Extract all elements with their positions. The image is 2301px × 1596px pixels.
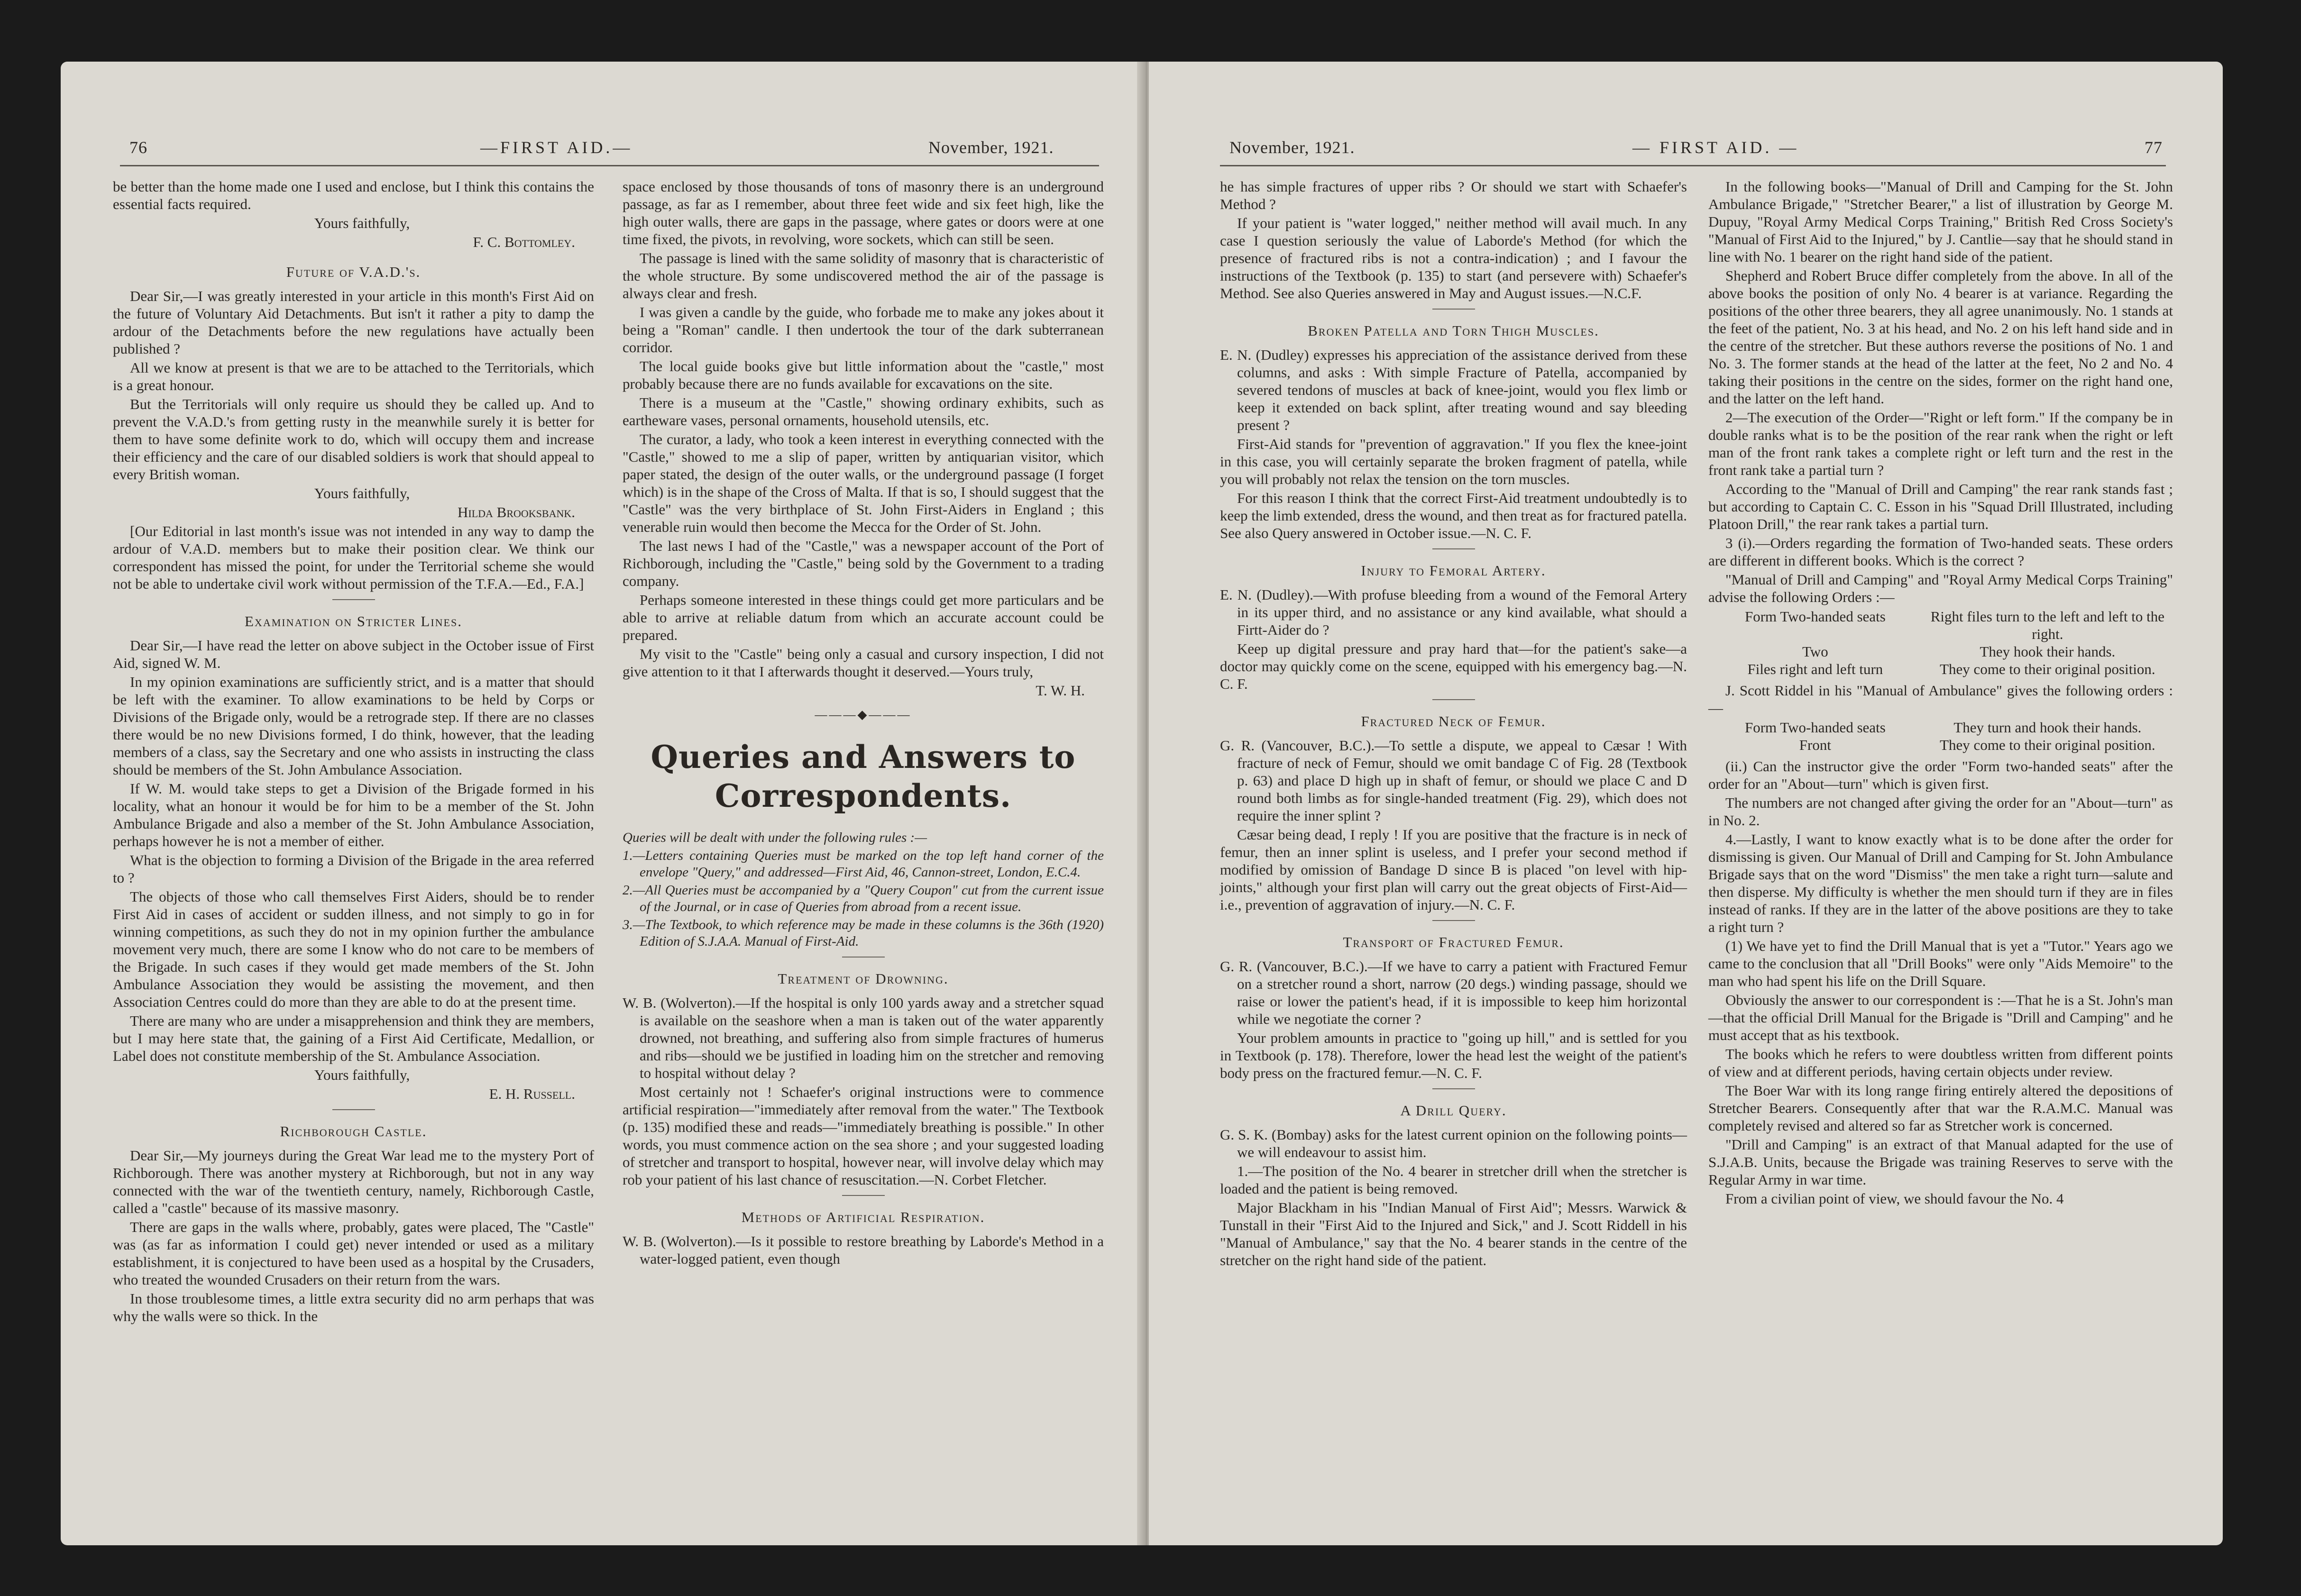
- rules-intro: Queries will be dealt with under the following rules :—: [623, 830, 927, 845]
- order-action: They come to their original position.: [1940, 661, 2155, 677]
- header-rule: [120, 165, 1099, 166]
- paragraph: W. B. (Wolverton).—Is it possible to restore breathing by Laborde's Method in a water-logged patient, even though: [623, 1233, 1104, 1267]
- paragraph: Obviously the answer to our correspondent is :—That he is a St. John's man—that the official Drill Manual for the Brigade is "Drill and Camping" and he must accept that as his textbook.: [1708, 992, 2173, 1043]
- paragraph: If your patient is "water logged," neither method will avail much. In any case I question seriously the value of Laborde's Method (for which the presence of fractured ribs is not a contra-indication) ; and I favour the instructions of the Textbook (p. 135) to start (and persevere with) Schaefer's Method. See also Queries answered in May and August issues.—N.C.F.: [1220, 215, 1687, 301]
- journal-title: —FIRST AID.—: [480, 138, 633, 157]
- rule-item: 2.—All Queries must be accompanied by a "Query Coupon" cut from the current issue of the Journal, or in case of Queries from abroad from a recent issue.: [623, 883, 1104, 914]
- right-page-column-2: [1708, 178, 2173, 1209]
- order-action: They hook their hands.: [1980, 643, 2116, 660]
- paragraph: E. N. (Dudley).—With profuse bleeding from a wound of the Femoral Artery in its upper third, and no assistance or any kind available, what should a Firtt-Aider do ?: [1220, 586, 1687, 638]
- section-heading: Transport of Fractured Femur.: [1343, 934, 1564, 950]
- ornament-divider: ———◆———: [815, 708, 912, 721]
- paragraph: (1) We have yet to find the Drill Manual that is yet a "Tutor." Years ago we came to the conclusion that all "Drill Books" were only "Aids Memoire" to the man who had spent his life on the Drill Square.: [1708, 938, 2173, 989]
- paragraph: The numbers are not changed after giving the order for an "About—turn" as in No. 2.: [1708, 794, 2173, 829]
- signature: F. C. Bottomley.: [473, 234, 575, 250]
- paragraph: he has simple fractures of upper ribs ? Or should we start with Schaefer's Method ?: [1220, 178, 1687, 212]
- magazine-spread: [61, 62, 2223, 1545]
- section-divider: [332, 1109, 375, 1110]
- paragraph: According to the "Manual of Drill and Camping" the rear rank stands fast ; but according to Captain C. C. Esson in his "Squad Drill Illustrated, including Platoon Drill," the rear rank takes a partial turn.: [1708, 481, 2173, 532]
- paragraph: I was given a candle by the guide, who forbade me to make any jokes about it being a "Roman" candle. I then undertook the tour of the dark subterranean corridor.: [623, 304, 1104, 356]
- order-command: Form Two-handed seats: [1744, 719, 1886, 736]
- section-heading: Richborough Castle.: [280, 1123, 427, 1140]
- section-heading: Examination on Stricter Lines.: [245, 613, 462, 629]
- paragraph: Keep up digital pressure and pray hard that—for the patient's sake—a doctor may quickly come on the scene, equipped with his emergency bag.—N. C. F.: [1220, 640, 1687, 692]
- paragraph: Dear Sir,—My journeys during the Great War lead me to the mystery Port of Richborough. There was another mystery at Richborough, but not in any way connected with the war of the twentieth century, namely, Richborough Castle, called a "castle" because of its massive masonry.: [113, 1147, 594, 1216]
- section-heading: Methods of Artificial Respiration.: [741, 1209, 985, 1225]
- paragraph: 1.—The position of the No. 4 bearer in stretcher drill when the stretcher is loaded and the patient is being removed.: [1220, 1163, 1687, 1197]
- section-heading: Fractured Neck of Femur.: [1361, 713, 1546, 730]
- paragraph: The passage is lined with the same solidity of masonry that is characteristic of the whole structure. By some undiscovered method the air of the passage is always clear and fresh.: [623, 250, 1104, 301]
- order-command: Two: [1802, 643, 1828, 660]
- orders-row: [1708, 608, 2173, 643]
- signature: E. H. Russell.: [489, 1085, 575, 1102]
- paragraph: G. R. (Vancouver, B.C.).—To settle a dispute, we appeal to Cæsar ! With fracture of neck of Femur, should we omit bandage C of Fig. 28 (Textbook p. 63) and place D high up in shaft of femur, or should we place C and D round both limbs as for single-handed treatment (Fig. 29), which does not require the inner splint ?: [1220, 737, 1687, 824]
- drill-orders-table: [1708, 719, 2173, 754]
- paragraph: For this reason I think that the correct First-Aid treatment undoubtedly is to keep the limb extended, dress the wound, and then treat as for fractured patella. See also Query answered in October issue.—N. C. F.: [1220, 490, 1687, 541]
- order-command: Files right and left turn: [1747, 661, 1883, 677]
- queries-banner: Queries and Answers to Correspondents.: [651, 739, 1076, 814]
- orders-row: [1708, 643, 2173, 660]
- order-action: They turn and hook their hands.: [1953, 719, 2142, 736]
- paragraph: The local guide books give but little information about the "castle," most probably because there are no funds available for excavations on the site.: [623, 358, 1104, 392]
- paragraph: Major Blackham in his "Indian Manual of First Aid"; Messrs. Warwick & Tunstall in their "First Aid to the Injured and Sick," and J. Scott Riddell in his "Manual of Ambulance," say that the No. 4 bearer stands in the centre of the stretcher on the right hand side of the patient.: [1220, 1199, 1687, 1268]
- issue-date: November, 1921.: [928, 138, 1054, 157]
- signature: Hilda Brooksbank.: [457, 504, 575, 520]
- paragraph: "Drill and Camping" is an extract of that Manual adapted for the use of S.J.A.B. Units, because the Brigade was training Reserves to serve with the Regular Army in war time.: [1708, 1136, 2173, 1188]
- section-divider: [1432, 920, 1475, 921]
- paragraph: Dear Sir,—I have read the letter on above subject in the October issue of First Aid, signed W. M.: [113, 637, 594, 671]
- section-divider: [842, 957, 885, 958]
- paragraph: Your problem amounts in practice to "going up hill," and is settled for you in Textbook (p. 178). Therefore, lower the head lest the weight of the patient's body press on the fractured femur.—N. C. F.: [1220, 1030, 1687, 1081]
- paragraph: E. N. (Dudley) expresses his appreciation of the assistance derived from these columns, and asks : With simple Fracture of Patella, accompanied by severed tendons of muscles at back of knee-joint, would you flex limb or keep it extended on back splint, after treating wound and say bleeding present ?: [1220, 347, 1687, 433]
- paragraph: [Our Editorial in last month's issue was not intended in any way to damp the ardour of V.A.D. members but to make their position clear. We think our correspondent has missed the point, for under the Territorial scheme she would not be able to undertake civil work without permission of the T.F.A.—Ed., F.A.]: [113, 523, 594, 592]
- paragraph: (ii.) Can the instructor give the order "Form two-handed seats" after the order for an "About—turn" which is given first.: [1708, 758, 2173, 792]
- left-page-column-1: [113, 178, 594, 1326]
- paragraph: 3 (i).—Orders regarding the formation of Two-handed seats. These orders are different in different books. Which is the correct ?: [1708, 535, 2173, 569]
- paragraph: 4.—Lastly, I want to know exactly what is to be done after the order for dismissing is given. Our Manual of Drill and Camping for St. John Ambulance Brigade says that on the word "Dismiss" the men take a right turn—salute and then disperse. My difficulty is whether the men should turn if they are in files instead of ranks. If they are in the latter of the above positions are they to take a right turn ?: [1708, 831, 2173, 935]
- paragraph: Perhaps someone interested in these things could get more particulars and be able to arrive at reliable datum from which an accurate account could be prepared.: [623, 592, 1104, 643]
- section-heading: Future of V.A.D.'s.: [286, 264, 421, 280]
- right-page: [1149, 62, 2223, 1545]
- paragraph: space enclosed by those thousands of tons of masonry there is an underground passage, as far as I remember, about three feet wide and six feet high, like the high outer walls, there are gaps in the passage, where gates or doors were at one time fixed, the pivots, in revolving, wore sockets, which can still be seen.: [623, 178, 1104, 247]
- paragraph: Most certainly not ! Schaefer's original instructions were to commence artificial respiration—"immediately after removal from the water." The Textbook (p. 135) modified these and reads—"immediately breathing is possible." In other words, you must commence action on the sea shore ; and your suggested loading of stretcher and transport to hospital, however near, will involve delay which may rob your patient of his last chance of resuscitation.—N. Corbet Fletcher.: [623, 1084, 1104, 1188]
- orders-row: [1708, 660, 2173, 678]
- paragraph: My visit to the "Castle" being only a casual and cursory inspection, I did not give attention to it that I afterwards thought it deserved.—Yours truly,: [623, 646, 1104, 680]
- paragraph: The curator, a lady, who took a keen interest in everything connected with the "Castle," showed to me a slip of paper, written by antiquarian visitor, which paper stated, the design of the outer walls, or the underground passage (I forget which) is in the shape of the Cross of Malta. If that is so, I should suggest that the "Castle" was the very birthplace of St. John First-Aiders in England ; this venerable ruin would then become the Mecca for the Order of St. John.: [623, 431, 1104, 535]
- paragraph: There is a museum at the "Castle," showing ordinary exhibits, such as eartheware vases, personal ornaments, household utensils, etc.: [623, 394, 1104, 429]
- query-rules: [623, 830, 1104, 950]
- right-page-column-1: [1220, 178, 1687, 1270]
- section-divider: [1432, 309, 1475, 310]
- paragraph: In the following books—"Manual of Drill and Camping for the St. John Ambulance Brigade," "Stretcher Bearer," a list of illustration by George M. Dupuy, "Royal Army Medical Corps Training," British Red Cross Society's "Manual of First Aid to the Injured," by J. Cantlie—say that he should stand in line with No. 1 bearer on the right hand side of the patient.: [1708, 178, 2173, 265]
- drill-orders-table: [1708, 608, 2173, 678]
- signature: T. W. H.: [1036, 682, 1085, 699]
- paragraph: There are gaps in the walls where, probably, gates were placed, The "Castle" was (as far as information I could get) never intended or used as a military establishment, it is conjectured to have been used as a hospital by the Crusaders, who treated the wounded Crusaders on their return from the wars.: [113, 1219, 594, 1288]
- signature: Yours faithfully,: [314, 215, 410, 231]
- paragraph: From a civilian point of view, we should favour the No. 4: [1725, 1190, 2064, 1207]
- section-heading: A Drill Query.: [1400, 1102, 1507, 1119]
- paragraph: be better than the home made one I used and enclose, but I think this contains the essential facts required.: [113, 178, 594, 212]
- paragraph: G. S. K. (Bombay) asks for the latest current opinion on the following points—we will endeavour to assist him.: [1220, 1126, 1687, 1160]
- section-divider: [842, 1195, 885, 1196]
- section-heading: Treatment of Drowning.: [778, 970, 949, 987]
- paragraph: In those troublesome times, a little extra security did no arm perhaps that was why the walls were so thick. In the: [113, 1290, 594, 1324]
- section-heading: Broken Patella and Torn Thigh Muscles.: [1308, 322, 1599, 339]
- paragraph: Cæsar being dead, I reply ! If you are positive that the fracture is in neck of femur, then an inner splint is useless, and I prefer your second method if modified by omission of Bandage D since B is placed "on level with hip-joints," although your first plan will carry out the great objects of First-Aid—i.e., prevention of aggravation of injury.—N. C. F.: [1220, 826, 1687, 913]
- order-action: They come to their original position.: [1940, 737, 2155, 753]
- issue-date: November, 1921.: [1229, 138, 1355, 157]
- section-divider: [1432, 548, 1475, 549]
- paragraph: There are many who are under a misapprehension and think they are members, but I may here state that, the gaining of a First Aid Certificate, Medallion, or Label does not constitute membership of the St. Ambulance Association.: [113, 1012, 594, 1064]
- left-page: [61, 62, 1144, 1545]
- rule-item: 3.—The Textbook, to which reference may be made in these columns is the 36th (1920) Edition of S.J.A.A. Manual of First-Aid.: [623, 917, 1104, 949]
- paragraph: First-Aid stands for "prevention of aggravation." If you flex the knee-joint in this case, you will certainly separate the broken fragment of patella, while you will probably not relax the tension on the torn muscles.: [1220, 436, 1687, 487]
- signature: Yours faithfully,: [314, 1067, 410, 1083]
- paragraph: W. B. (Wolverton).—If the hospital is only 100 yards away and a stretcher squad is available on the seashore when a man is taken out of the water apparently drowned, not breathing, and suffering also from simple fractures of humerus and ribs—should we be justified in loading him on the stretcher and removing to hospital without delay ?: [623, 994, 1104, 1081]
- left-page-column-2: [623, 178, 1104, 1269]
- rule-item: 1.—Letters containing Queries must be marked on the top left hand corner of the envelope "Query," and addressed—First Aid, 46, Cannon-street, London, E.C.4.: [623, 848, 1104, 880]
- paragraph: What is the objection to forming a Division of the Brigade in the area referred to ?: [113, 852, 594, 886]
- page-number: 77: [2145, 138, 2163, 157]
- header-rule: [1220, 165, 2166, 166]
- paragraph: Dear Sir,—I was greatly interested in your article in this month's First Aid on the future of Voluntary Aid Detachments. But isn't it rather a pity to damp the ardour of the Detachments before the new regulations have actually been published ?: [113, 288, 594, 357]
- page-number: 76: [129, 138, 147, 157]
- order-command: Front: [1799, 737, 1831, 753]
- paragraph: 2—The execution of the Order—"Right or left form." If the company be in double ranks what is to be the position of the rear rank when the right or left man of the front rank takes a complete right or left turn and the rest in the front rank take a partial turn ?: [1708, 409, 2173, 478]
- paragraph: If W. M. would take steps to get a Division of the Brigade formed in his locality, what an honour it would be for him to be a member of the St. John Ambulance Brigade and also a member of the St. John Ambulance Association, perhaps however he is not a member of either.: [113, 780, 594, 849]
- paragraph: Shepherd and Robert Bruce differ completely from the above. In all of the above books the position of only No. 4 bearer is at variance. Regarding the positions of the other three bearers, they all agree unanimously. No. 1 stands at the feet of the patient, No. 3 at his head, and No. 2 on his left hand side and in the centre of the stretcher. But these authors reverse the positions of No. 1 and No. 3. The former stands at the head of the latter at the feet, No 2 and No. 4 taking their positions in the centre on the sides, former on the right hand one, and the latter on the left hand.: [1708, 267, 2173, 407]
- paragraph: All we know at present is that we are to be attached to the Territorials, which is a great honour.: [113, 359, 594, 393]
- section-divider: [1432, 699, 1475, 700]
- paragraph: "Manual of Drill and Camping" and "Royal Army Medical Corps Training" advise the following Orders :—: [1708, 571, 2173, 605]
- order-command: Form Two-handed seats: [1744, 608, 1886, 625]
- section-divider: [332, 599, 375, 600]
- paragraph: In my opinion examinations are sufficiently strict, and is a matter that should be left with the examiner. To allow examinations to be held by Corps or Divisions of the Brigade only, would be a retrograde step. If there are no classes there would be no new Divisions formed, I do think, however, that the leading members of a class, say the Secretary and one who assists in instructing the class should be members of the St. John Ambulance Association.: [113, 674, 594, 778]
- section-heading: Injury to Femoral Artery.: [1361, 562, 1546, 579]
- orders-row: [1708, 719, 2173, 736]
- paragraph: The Boer War with its long range firing entirely altered the depositions of Stretcher Bearers. Consequently after that war the R.A.M.C. Manual was completely revised and altered so far as Stretcher work is concerned.: [1708, 1082, 2173, 1134]
- signature: Yours faithfully,: [314, 485, 410, 502]
- journal-title: — FIRST AID. —: [1632, 138, 1799, 157]
- paragraph: G. R. (Vancouver, B.C.).—If we have to carry a patient with Fractured Femur on a stretcher round a short, narrow (20 degs.) winding passage, should we raise or lower the patient's head, if it is impossible to keep him horizontal while we negotiate the corner ?: [1220, 958, 1687, 1027]
- paragraph: But the Territorials will only require us should they be called up. And to prevent the V.A.D.'s from getting rusty in the meanwhile surely it is better for them to have some definite work to do, which will occupy them and increase their efficiency and the care of our disabled soldiers is work that should appeal to every British woman.: [113, 396, 594, 483]
- paragraph: The last news I had of the "Castle," was a newspaper account of the Port of Richborough, including the "Castle," being sold by the Government to a trading company.: [623, 538, 1104, 589]
- paragraph: J. Scott Riddel in his "Manual of Ambulance" gives the following orders :—: [1708, 682, 2173, 716]
- section-divider: [1432, 1088, 1475, 1089]
- order-action: Right files turn to the left and left to the right.: [1930, 608, 2165, 642]
- orders-row: [1708, 736, 2173, 754]
- paragraph: The books which he refers to were doubtless written from different points of view and at different periods, having certain objects under review.: [1708, 1046, 2173, 1080]
- paragraph: The objects of those who call themselves First Aiders, should be to render First Aid in cases of accident or sudden illness, and not simply to go in for winning competitions, as such they do not in my opinion further the ambulance movement very much, there are some I know who do not care to be members of the Brigade. In such cases if they would get made members of the St. John Ambulance Association they would be assisting the movement, and then Association Centres could do more than they are able to do at the present time.: [113, 888, 594, 1010]
